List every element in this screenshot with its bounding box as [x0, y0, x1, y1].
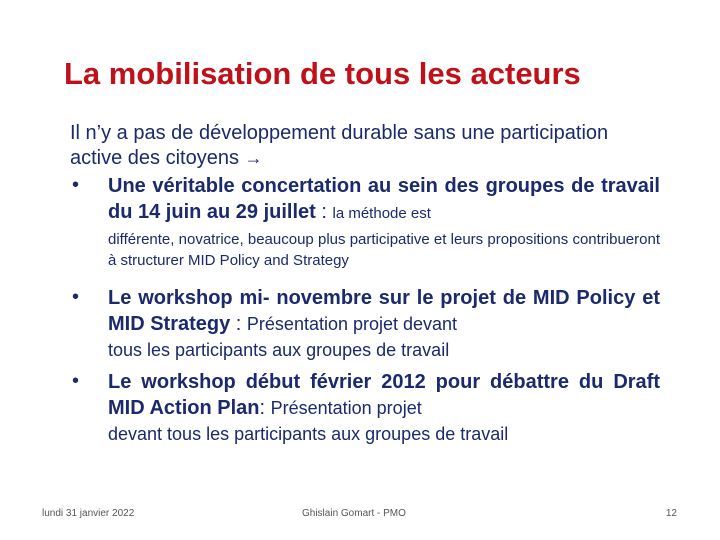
- right-arrow-icon: →: [244, 148, 263, 168]
- bullet-description-start: la méthode est: [332, 205, 431, 222]
- bullet-item: [70, 369, 660, 447]
- bullet-marker: •: [72, 286, 80, 308]
- bullet-lead: [108, 173, 660, 227]
- bullet-description: devant tous les participants aux groupes de travail: [108, 424, 509, 444]
- bullet-marker: •: [72, 174, 80, 196]
- slide-body: [70, 121, 660, 447]
- bullet-lead-text: Le workshop mi- novembre sur le projet de MID Policy et MID Strategy: [108, 287, 660, 335]
- bullet-colon: :: [315, 201, 333, 223]
- bullet-lead-text: Le workshop début février 2012 pour débattre du Draft MID Action Plan: [108, 371, 660, 419]
- footer-date: lundi 31 janvier 2022: [42, 508, 135, 519]
- bullet-colon: :: [259, 397, 271, 419]
- footer-author: Ghislain Gomart - PMO: [302, 508, 406, 519]
- bullet-lead: [108, 285, 660, 337]
- slide-title: La mobilisation de tous les acteurs: [64, 56, 581, 91]
- bullet-description-start: Présentation projet: [270, 398, 422, 418]
- footer-page-number: 12: [665, 508, 677, 519]
- bullet-lead: [108, 369, 660, 421]
- bullet-description-start: Présentation projet devant: [246, 314, 458, 334]
- bullet-lead-text: Une véritable concertation au sein des groupes de travail du 14 juin au 29 juillet: [108, 175, 660, 223]
- bullet-item: [70, 173, 660, 271]
- bullet-marker: •: [72, 370, 80, 392]
- intro-sentence: Il n’y a pas de développement durable sans une participation active des citoyens: [70, 122, 609, 169]
- bullet-item: [70, 285, 660, 363]
- bullet-description: tous les participants aux groupes de travail: [108, 340, 450, 360]
- bullet-description: différente, novatrice, beaucoup plus participative et leurs propositions contribueront à structurer MID Policy and Strategy: [108, 231, 660, 269]
- intro-text: [70, 121, 660, 171]
- bullet-colon: :: [230, 313, 247, 335]
